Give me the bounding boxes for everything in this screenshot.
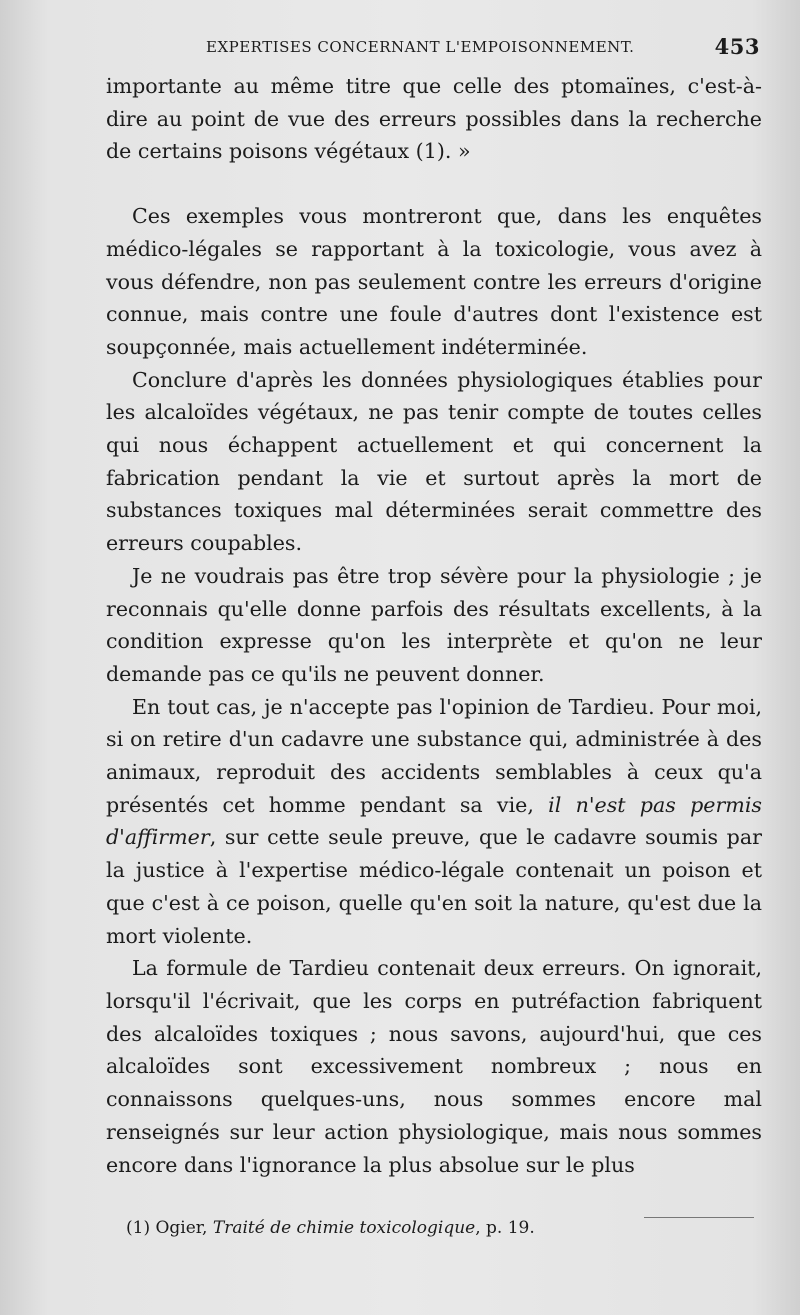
footnote-page: , p. 19.	[475, 1218, 535, 1238]
paragraph-5-italic: il n'est pas permis d'affirmer	[106, 792, 762, 850]
footnote-work: Traité de chimie toxicologique	[212, 1218, 476, 1238]
running-head	[106, 30, 762, 70]
paragraph-5-end: , sur cette seule preuve, que le cadavre soumis par la justice à l'expertise médico-légale contenait un poison et que c'est à ce poison, quelle qu'en soit la nature, qu'est due la mort violente.	[106, 825, 762, 948]
paragraph-6: La formule de Tardieu contenait deux erreurs. On ignorait, lorsqu'il l'écrivait, que les corps en putréfaction fabriquent des alcaloïdes toxiques ; nous savons, aujourd'hui, que ces alcaloïdes sont excessivement nombreux ; nous en connaissons quelques-uns, nous sommes encore mal renseignés sur leur action physiologique, mais nous sommes encore dans l'ignorance la plus absolue sur le plus	[106, 956, 762, 1177]
paragraph-5-start: En tout cas, je n'accepte pas l'opinion de Tardieu. Pour moi, si on retire d'un cadavre une substance qui, administrée à des animaux, reproduit des accidents semblables à ceux qu'a présentés cet homme pendant sa vie,	[106, 694, 762, 817]
paragraph-2: Ces exemples vous montreront que, dans les enquêtes médico-légales se rapportant à la toxicologie, vous avez à vous défendre, non pas seulement contre les erreurs d'origine connue, mais contre une foule d'autres dont l'existence est soupçonnée, mais actuellement indéterminée.	[106, 204, 762, 359]
paragraph-4: Je ne voudrais pas être trop sévère pour la physiologie ; je reconnais qu'elle donne parfois des résultats excellents, à la condition expresse qu'on les interprète et qu'on ne leur demande pas ce qu'ils ne peuvent donner.	[106, 563, 762, 686]
paragraph-1: importante au même titre que celle des ptomaïnes, c'est-à-dire au point de vue des erreurs possibles dans la recherche de certains poisons végétaux (1). »	[106, 74, 762, 164]
footnote-rule	[644, 1217, 754, 1218]
footnote-marker: (1) Ogier,	[126, 1218, 213, 1238]
running-title: EXPERTISES CONCERNANT L'EMPOISONNEMENT.	[206, 38, 635, 56]
footnote	[126, 1218, 535, 1238]
paragraph-3: Conclure d'après les données physiologiques établies pour les alcaloïdes végétaux, ne pas tenir compte de toutes celles qui nous échappent actuellement et qui concernent la fabrication pendant la vie et surtout après la mort de substances toxiques mal déterminées serait commettre des erreurs coupables.	[106, 367, 762, 556]
paragraph-5	[106, 691, 762, 953]
page-number: 453	[714, 34, 760, 59]
body-text	[106, 70, 762, 1181]
